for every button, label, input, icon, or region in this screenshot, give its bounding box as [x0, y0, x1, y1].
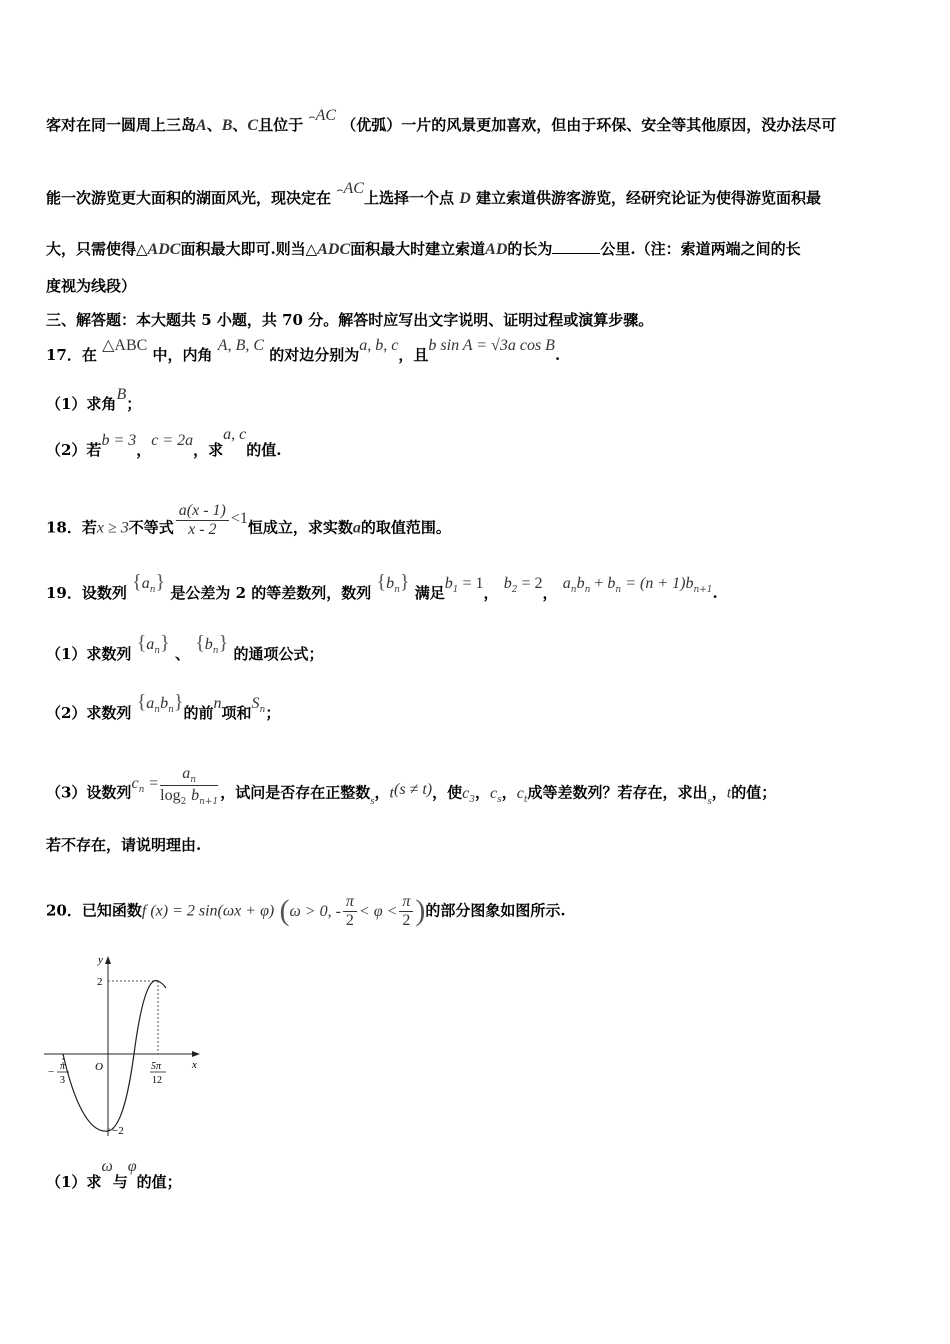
fraction-numerator: a(x - 1)	[176, 502, 229, 521]
math-b-eq: b = 3	[101, 432, 137, 449]
q20-part1	[46, 1158, 182, 1193]
text: 公里.（注：索道两端之间的长	[600, 240, 801, 258]
text: 的前	[183, 704, 214, 722]
xpos-num: 5π	[151, 1061, 162, 1072]
question-number: 17．在	[46, 346, 97, 364]
math-relation: <1	[230, 509, 248, 527]
math-omega: ω	[101, 1158, 113, 1175]
text: 与	[112, 1173, 128, 1191]
text: ，	[474, 783, 490, 802]
text: （3）设数列	[46, 783, 132, 802]
text: 客对在同一圆周上三岛	[46, 116, 197, 134]
arc-ac: ⌢AC	[336, 180, 364, 197]
text: （2）求数列	[46, 704, 132, 722]
text: 成等差数列？若存在，求出	[527, 783, 708, 802]
math-ac: a, c	[223, 426, 247, 443]
math-sn: $S_n$	[251, 695, 266, 715]
math-condition: x ≥ 3	[96, 519, 129, 537]
question-number: 18．若	[46, 518, 97, 537]
text: ，	[711, 783, 727, 802]
text: ，	[136, 441, 152, 459]
text: 能一次游览更大面积的湖面风光，现决定在	[46, 189, 332, 207]
text: 不等式	[128, 518, 174, 537]
answer-blank	[552, 239, 600, 254]
text: （1）求	[46, 1173, 102, 1191]
var-t: t	[726, 784, 732, 802]
var-ad: AD	[485, 241, 508, 258]
text: 的长为	[507, 240, 553, 258]
text: 大，只需使得△	[46, 240, 148, 258]
text: ，且	[398, 346, 429, 364]
origin-label: O	[95, 1061, 103, 1073]
text: 面积最大时建立索道	[350, 240, 486, 258]
p16-line-2	[46, 180, 822, 210]
math-recurrence: $a_nb_n + b_n = (n + 1)b_{n+1}$	[562, 575, 713, 595]
question-number: 19．设数列	[46, 584, 127, 602]
var-adc: ADC	[147, 241, 181, 258]
text: ，	[542, 584, 558, 602]
seq-anbn: $\{a_nb_n\}$	[136, 691, 184, 715]
math-cs: $c_s$	[489, 784, 502, 805]
text: ；	[126, 395, 142, 413]
text: ，	[483, 584, 499, 602]
text: ，	[501, 783, 517, 802]
y-axis-label: y	[98, 954, 103, 966]
math-c-eq: c = 2a	[151, 432, 194, 449]
p16-line-4: 度视为线段）	[46, 277, 137, 295]
sine-graph	[40, 948, 210, 1143]
math-ct: $c_t$	[516, 784, 528, 805]
var-t: t	[389, 784, 394, 802]
math-condition: (ω > 0, - $\frac{\pi}{2}$ < φ < $\frac{\pi}{2}$ )	[279, 893, 426, 929]
q19-part3	[46, 765, 777, 815]
q19-part3-cont: 若不存在，请说明理由.	[46, 836, 202, 854]
text: ；	[265, 704, 281, 722]
q17-stem	[46, 337, 561, 366]
math-sides: a, b, c	[359, 337, 399, 354]
math-cn: $c_n$ =	[131, 774, 159, 795]
text: 项和	[221, 704, 252, 722]
math-condition: (s ≠ t)	[393, 780, 433, 798]
fraction-denominator: x - 2	[188, 521, 217, 538]
text: .	[554, 346, 561, 364]
text: ，求	[193, 441, 224, 459]
text: 的取值范围。	[360, 518, 451, 537]
text: 的部分图象如图所示.	[425, 901, 566, 920]
text: 上选择一个点	[363, 189, 454, 207]
q19-part1	[46, 632, 324, 667]
arc-ac: ⌢AC	[308, 107, 337, 124]
ymax-label: 2	[97, 976, 103, 988]
text: ，试问是否存在正整数	[220, 783, 371, 802]
text: 的对边分别为	[269, 346, 360, 364]
math-phi: φ	[127, 1158, 137, 1175]
text: （1）求角	[46, 395, 117, 413]
text: 恒成立，求实数	[247, 518, 353, 537]
var-adc: ADC	[317, 241, 351, 258]
var-n: n	[213, 695, 222, 712]
text: .	[712, 584, 718, 602]
p16-line-3	[46, 239, 801, 260]
text: ，使	[432, 783, 463, 802]
var-s: s	[707, 794, 712, 807]
text: 中，内角	[152, 346, 213, 364]
q19-part2	[46, 691, 281, 726]
xneg-sign: −	[48, 1066, 55, 1078]
text: 、	[232, 116, 248, 134]
text: 且位于	[258, 116, 304, 134]
var-s: s	[370, 794, 375, 807]
math-equation: b sin A = √3a cos B	[428, 337, 555, 354]
q19-stem	[46, 571, 718, 606]
var-c: C	[247, 117, 259, 134]
math-fraction	[176, 502, 229, 539]
q17-part2	[46, 426, 282, 461]
q17-part1	[46, 386, 142, 415]
text: 、	[206, 116, 222, 134]
seq-an: $\{a_n\}$	[132, 571, 166, 595]
math-b2: $b_2 = 2$	[503, 575, 543, 595]
text: （1）求数列	[46, 645, 132, 663]
math-function: f (x) = 2 sin(ωx + φ)	[141, 902, 275, 920]
text: 的值；	[731, 783, 777, 802]
text: 、	[174, 645, 190, 663]
text: 是公差为 2 的等差数列，数列	[170, 584, 372, 602]
var-a: A	[196, 117, 207, 134]
math-triangle: △ABC	[102, 337, 148, 354]
q20-stem	[46, 893, 566, 930]
xneg-num: π	[60, 1061, 66, 1072]
var-b: B	[221, 117, 233, 134]
text: （优弧）一片的风景更加喜欢，但由于环保、安全等其他原因，没办法尽可	[341, 116, 837, 134]
seq-bn: $\{b_n\}$	[376, 571, 410, 595]
math-b1: $b_1 = 1$	[444, 575, 484, 595]
text: 建立索道供游客游览，经研究论证为使得游览面积最	[476, 189, 822, 207]
p16-line-1	[46, 107, 837, 137]
math-angles: A, B, C	[217, 337, 265, 354]
x-axis-arrow	[192, 1051, 200, 1057]
text: （2）若	[46, 441, 102, 459]
math-fraction: $\frac{a_n}{\log_2 b_{n+1}}$	[160, 765, 219, 807]
var-a: a	[352, 519, 361, 537]
seq-an: $\{a_n\}$	[136, 632, 170, 656]
text: ，	[374, 783, 390, 802]
text: 的值.	[246, 441, 282, 459]
text: 面积最大即可.则当△	[180, 240, 318, 258]
math-b: B	[116, 386, 127, 403]
ymin-label: −2	[112, 1125, 124, 1137]
sine-curve	[63, 980, 166, 1131]
y-axis-arrow	[105, 956, 111, 964]
question-number: 20．已知函数	[46, 901, 142, 920]
seq-bn: $\{b_n\}$	[195, 632, 229, 656]
math-c3: $c_3$	[462, 784, 475, 805]
q18-stem	[46, 502, 451, 547]
text: 的值；	[136, 1173, 182, 1191]
text: 满足	[414, 584, 445, 602]
var-d: D	[459, 190, 471, 207]
text: 的通项公式；	[233, 645, 324, 663]
section-heading: 三、解答题：本大题共 5 小题，共 70 分。解答时应写出文字说明、证明过程或演算步骤。	[46, 311, 654, 329]
x-axis-label: x	[192, 1059, 197, 1071]
xneg-den: 3	[60, 1075, 65, 1086]
xpos-den: 12	[152, 1075, 162, 1086]
